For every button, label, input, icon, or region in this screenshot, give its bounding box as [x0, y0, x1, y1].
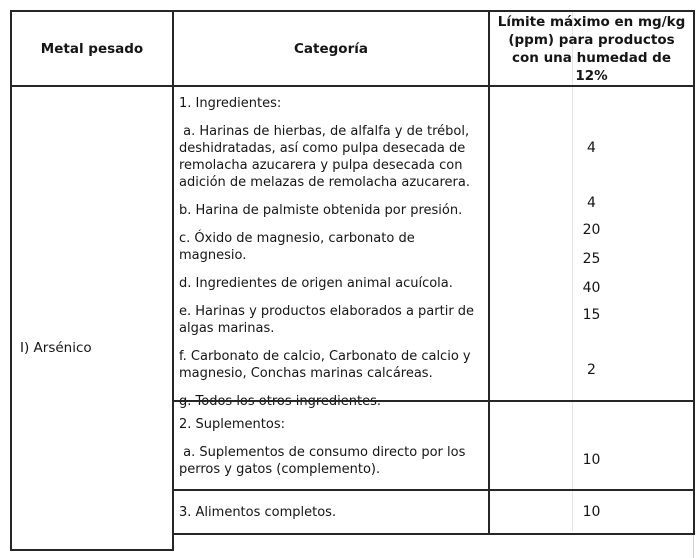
scan-artifact-edge [693, 533, 694, 558]
limit-cell-suplementos [488, 400, 695, 491]
category-item-d: d. Ingredientes de origen animal acuícola. [179, 276, 453, 291]
header-cell-metal [10, 10, 174, 87]
header-metal-label: Metal pesado [40, 40, 144, 57]
limit-value-e: 40 [582, 280, 601, 296]
category-item-c: c. Óxido de magnesio, carbonato de magnesio. [179, 231, 419, 263]
header-cell-category [172, 10, 490, 87]
category-item-g: g. Todos los otros ingredientes. [179, 394, 382, 409]
category-section-ingredientes [172, 85, 490, 409]
section-title: 2. Suplementos: [179, 417, 285, 432]
category-item-b: b. Harina de palmiste obtenida por presión. [179, 203, 463, 218]
category-item-a: a. Suplementos de consumo directo por los perros y gatos (complemento). [179, 445, 470, 477]
category-section-suplementos [172, 400, 490, 491]
limit-value-f: 15 [582, 307, 601, 323]
category-item-a: a. Harinas de hierbas, de alfalfa y de trébol, deshidratadas, así como pulpa desecada de remolacha azucarera y pulpa desecada con adición de melazas de remolacha azucarera. [179, 124, 474, 190]
section-title: 3. Alimentos completos. [179, 504, 337, 520]
category-item-e: e. Harinas y productos elaborados a partir de algas marinas. [179, 304, 479, 336]
limit-value-c: 20 [582, 222, 601, 238]
header-limit-label: Límite máximo en mg/kg (ppm) para productos con una humedad de 12% [497, 13, 686, 84]
category-section-alimentos-completos [172, 489, 490, 535]
header-cell-limit [488, 10, 695, 87]
limit-value-b: 4 [587, 195, 596, 211]
limit-value-a: 4 [587, 140, 596, 156]
limit-value: 10 [582, 504, 601, 520]
metal-name-label: I) Arsénico [20, 340, 92, 356]
limit-cell-alimentos-completos [488, 489, 695, 535]
limit-value-d: 25 [582, 251, 601, 267]
metal-cell [10, 85, 174, 551]
header-category-label: Categoría [294, 40, 368, 57]
limit-value-g: 2 [587, 362, 596, 378]
limit-value: 10 [582, 452, 601, 468]
section-title: 1. Ingredientes: [179, 96, 282, 111]
limit-cell-ingredientes [488, 85, 695, 402]
category-item-f: f. Carbonato de calcio, Carbonato de calcio y magnesio, Conchas marinas calcáreas. [179, 349, 475, 381]
